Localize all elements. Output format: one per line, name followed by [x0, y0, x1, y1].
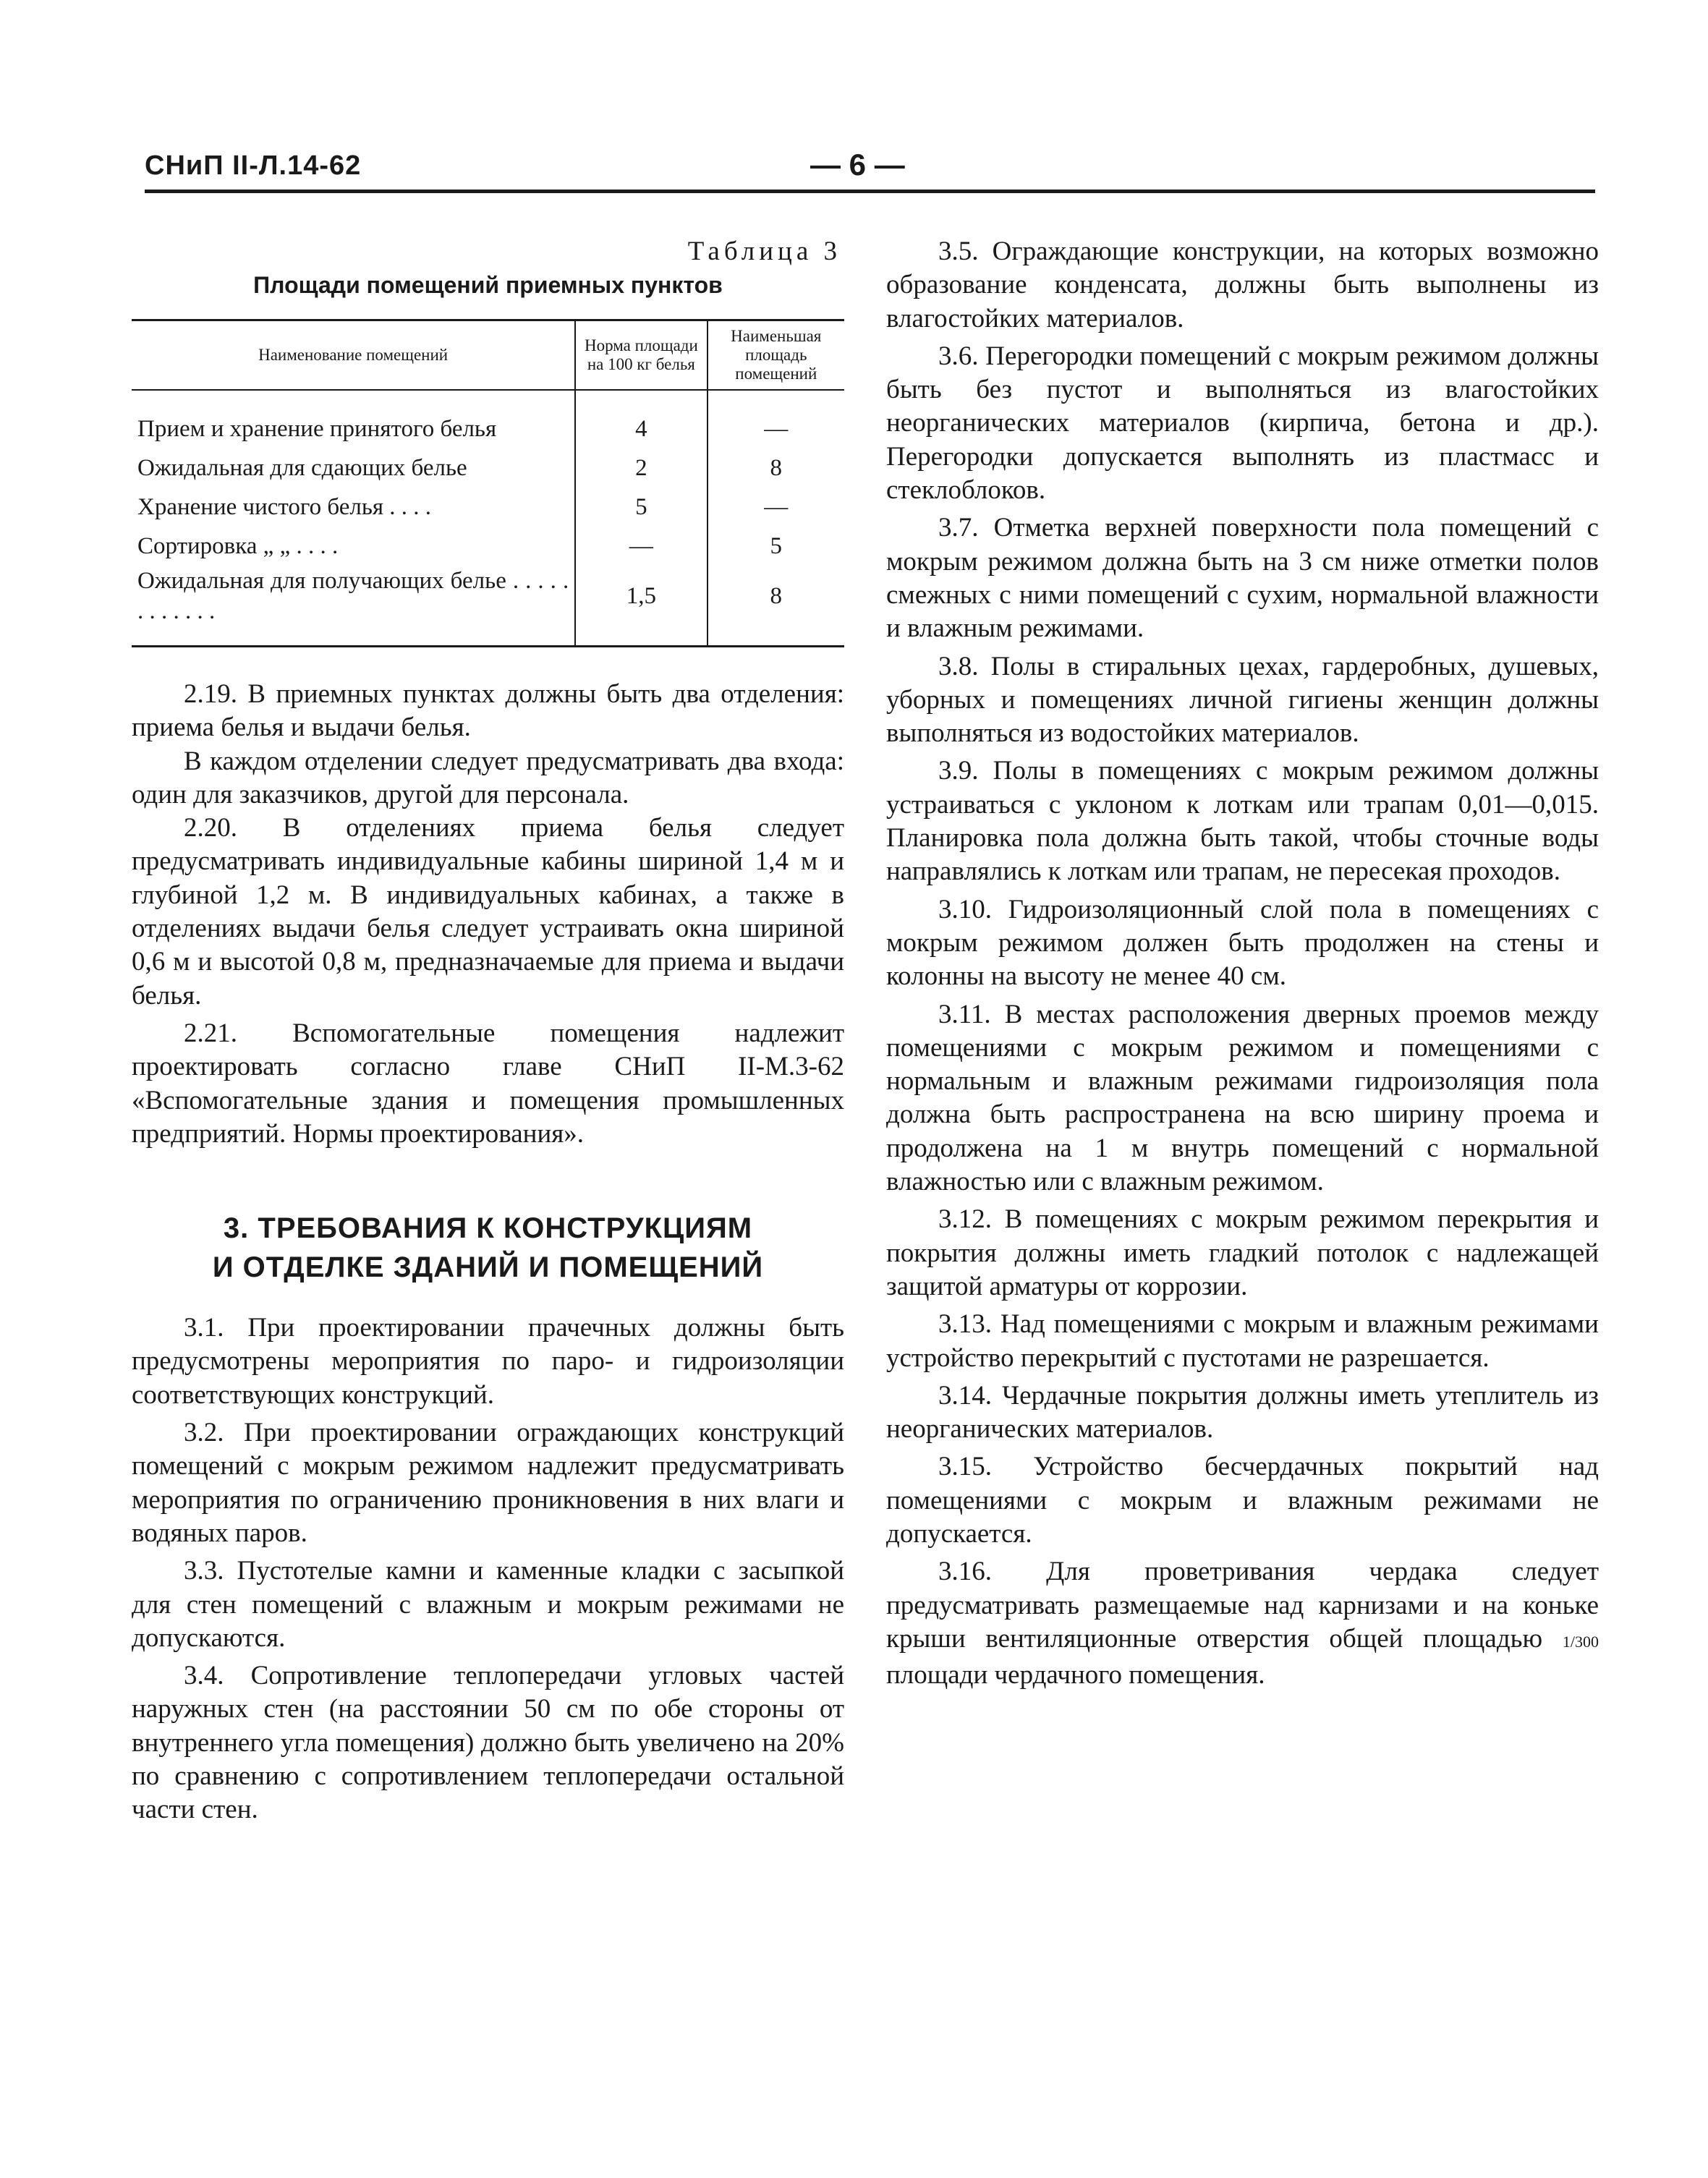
paragraph-3-9: 3.9. Полы в помещениях с мокрым режимом должны устраиваться с уклоном к лоткам или трапам 0,01—0,015. Планировка пола должна быть такой, чтобы сточные воды направлялись к лоткам или трапам, не пересекая проходов. — [886, 756, 1599, 887]
row-min: 8 — [770, 455, 783, 481]
row-norm: 4 — [575, 390, 707, 448]
col-header-norm: Норма площади на 100 кг белья — [575, 320, 707, 391]
row-name: Ожидальная для сдающих белье — [132, 448, 575, 488]
paragraph-3-12: 3.12. В помещениях с мокрым режимом перекрытия и покрытия должны иметь гладкий потолок с надлежащей защитой арматуры от коррозии. — [886, 1204, 1599, 1301]
paragraph-2-19-entrances: В каждом отделении следует предусматривать два входа: один для заказчиков, другой для персонала. — [132, 746, 844, 809]
section-heading-line-1: 3. ТРЕБОВАНИЯ К КОНСТРУКЦИЯМ — [223, 1212, 753, 1245]
left-column — [132, 235, 844, 1827]
paragraph-3-6: 3.6. Перегородки помещений с мокрым режимом должны быть без пустот и выполняться из влагостойких неорганических материалов (кирпича, бетона и др.). Перегородки допускается выполнять из пластмасс и стеклоблоков. — [886, 341, 1599, 506]
paragraph-3-13: 3.13. Над помещениями с мокрым и влажным режимами устройство перекрытий с пустотами не разрешается. — [886, 1309, 1599, 1373]
paragraph-3-16-tail: площади чердачного помещения. — [886, 1660, 1265, 1690]
paragraph-3-16 — [886, 1555, 1599, 1692]
paragraph-3-8: 3.8. Полы в стиральных цехах, гардеробных, душевых, уборных и помещениях личной гигиены женщин должны выполняться из водостойких материалов. — [886, 651, 1599, 749]
row-name: Прием и хранение принятого белья — [132, 390, 575, 448]
row-min: — — [764, 416, 789, 442]
area-fraction: 1/300 — [1562, 1632, 1599, 1651]
paragraph-3-1: 3.1. При проектировании прачечных должны быть предусмотрены мероприятия по паро- и гидроизоляции соответствующих конструкций. — [132, 1313, 844, 1410]
row-norm: 2 — [575, 448, 707, 488]
row-min: 8 — [708, 566, 844, 647]
table-row — [132, 448, 844, 488]
table-title: Площади помещений приемных пунктов — [253, 272, 723, 298]
row-name: Сортировка „ „ . . . . — [132, 527, 575, 566]
table-caption: Таблица 3 — [687, 237, 841, 266]
document-code: СНиП II-Л.14-62 — [145, 150, 362, 181]
paragraph-3-15: 3.15. Устройство бесчердачных покрытий над помещениями с мокрым и влажным режимами не допускается. — [886, 1452, 1599, 1549]
page-number: — 6 — — [810, 148, 905, 182]
paragraph-2-20: 2.20. В отделениях приема белья следует предусматривать индивидуальные кабины шириной 1,4 м и глубиной 1,2 м. В индивидуальных кабинах, а также в отделениях выдачи белья следует устраивать окна шириной 0,6 м и высотой 0,8 м, предназначаемые для приема и выдачи белья. — [132, 813, 844, 1011]
paragraph-2-21: 2.21. Вспомогательные помещения надлежит проектировать согласно главе СНиП II-М.3-62 «Вспомогательные здания и помещения промышленных предприятий. Нормы проектирования». — [132, 1018, 844, 1149]
paragraph-3-14: 3.14. Чердачные покрытия должны иметь утеплитель из неорганических материалов. — [886, 1380, 1599, 1445]
header-rule — [145, 190, 1595, 193]
row-norm: 1,5 — [575, 566, 707, 647]
section-heading-3 — [132, 1209, 844, 1287]
paragraph-3-2: 3.2. При проектировании ограждающих конструкций помещений с мокрым режимом надлежит предусматривать мероприятия по ограничению проникновения в них влаги и водяных паров. — [132, 1418, 844, 1548]
row-name: Хранение чистого белья . . . . — [132, 488, 575, 527]
paragraph-3-11: 3.11. В местах расположения дверных проемов между помещениями с мокрым режимом и помещениями с нормальным и влажным режимами гидроизоляция пола должна быть распространена на всю ширину проема и продолжена на 1 м внутрь помещений с нормальной влажностью или с влажным режимом. — [886, 999, 1599, 1197]
row-name: Ожидальная для получающих белье . . . . . . . . . . . . — [132, 566, 575, 647]
row-min: 5 — [770, 533, 783, 559]
right-column — [886, 235, 1599, 1692]
col-header-name: Наименование помещений — [132, 320, 575, 391]
paragraph-2-19: 2.19. В приемных пунктах должны быть два отделения: приема белья и выдачи белья. — [132, 679, 844, 743]
table-row — [132, 566, 844, 647]
paragraph-3-5: 3.5. Ограждающие конструкции, на которых возможно образование конденсата, должны быть выполнены из влагостойких материалов. — [886, 237, 1599, 333]
paragraph-3-3: 3.3. Пустотелые камни и каменные кладки с засыпкой для стен помещений с влажным и мокрым режимами не допускаются. — [132, 1556, 844, 1653]
col-header-min: Наименьшая площадь помещений — [708, 320, 844, 391]
row-norm: — — [575, 527, 707, 566]
row-norm: 5 — [575, 488, 707, 527]
paragraph-3-10: 3.10. Гидроизоляционный слой пола в помещениях с мокрым режимом должен быть продолжен на стены и колонны на высоту не менее 40 см. — [886, 894, 1599, 992]
table-header-row — [132, 320, 844, 391]
paragraph-3-7: 3.7. Отметка верхней поверхности пола помещений с мокрым режимом должна быть на 3 см ниже отметки полов смежных с ними помещений с сухим, нормальной влажности и влажным режимами. — [886, 513, 1599, 644]
row-min: — — [764, 494, 789, 520]
paragraph-3-16-text: 3.16. Для проветривания чердака следует предусматривать размещаемые над карнизами и на коньке крыши вентиляционные отверстия общей площадью — [886, 1557, 1599, 1654]
table-row — [132, 527, 844, 566]
section-heading-line-2: И ОТДЕЛКЕ ЗДАНИЙ И ПОМЕЩЕНИЙ — [212, 1251, 764, 1284]
rooms-area-table — [132, 319, 844, 647]
paragraph-3-4: 3.4. Сопротивление теплопередачи угловых частей наружных стен (на расстоянии 50 см по обе стороны от внутреннего угла помещения) должно быть увеличено на 20% по сравнению с сопротивлением теплопередачи остальной части стен. — [132, 1661, 844, 1825]
table-row — [132, 488, 844, 527]
table-row — [132, 390, 844, 448]
